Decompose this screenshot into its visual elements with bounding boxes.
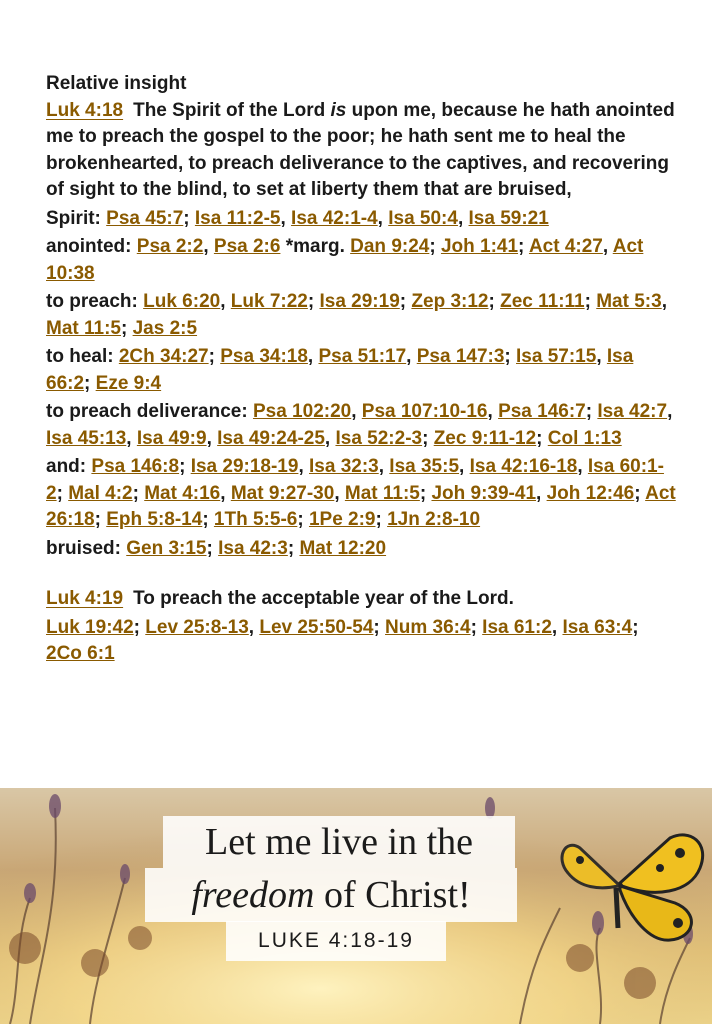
ref-separator: ; [585,401,598,422]
scripture-ref-link[interactable]: Isa 61:2 [482,616,552,638]
scripture-ref-link[interactable]: Isa 11:2-5 [194,207,281,229]
scripture-ref-link[interactable]: Zep 3:12 [411,291,489,312]
scripture-ref-link[interactable]: Isa 57:15 [516,346,597,367]
scripture-ref-link[interactable]: Isa 66:2 [46,346,634,394]
scripture-ref-link[interactable]: 1Pe 2:9 [308,509,376,530]
scripture-ref-link[interactable]: Zec 11:11 [500,291,585,312]
scripture-ref-link[interactable]: Mat 12:20 [299,537,387,559]
ref-separator: ; [94,509,107,530]
ref-separator: ; [634,482,646,504]
verse-text-italic: is [330,99,347,121]
scripture-ref-link[interactable]: Luk 6:20 [143,291,221,312]
quote-line-2-italic: freedom [191,874,315,916]
scripture-ref-link[interactable]: Joh 9:39-41 [431,482,537,504]
quote-line-1: Let me live in the [163,816,515,868]
scripture-ref-link[interactable]: Isa 29:19 [319,291,400,312]
scripture-ref-link[interactable]: Dan 9:24 [350,236,430,257]
scripture-ref-link[interactable]: Jas 2:5 [132,317,198,339]
ref-separator: , [406,346,417,367]
ref-separator: , [661,291,667,312]
ref-separator: , [596,346,607,367]
quote-reference: LUKE 4:18-19 [226,921,446,961]
ref-separator: ; [536,427,548,449]
scripture-ref-link[interactable]: Gen 3:15 [126,537,207,559]
scripture-ref-link[interactable]: Isa 42:3 [218,537,288,559]
scripture-ref-link[interactable]: Mat 11:5 [344,482,420,504]
scripture-ref-link[interactable]: Isa 35:5 [389,456,460,477]
ref-separator: , [203,236,214,257]
ref-separator: , [667,401,673,422]
scripture-ref-link[interactable]: Psa 146:7 [498,401,586,422]
ref-separator: ; [375,509,388,530]
scripture-ref-link[interactable]: Col 1:13 [547,427,622,449]
scripture-ref-link[interactable]: Isa 42:7 [597,401,668,422]
ref-separator: *marg. [280,236,351,257]
scripture-ref-link[interactable]: Mat 11:5 [46,317,121,339]
ref-separator: , [206,427,218,449]
study-content [46,71,676,668]
scripture-ref-link[interactable]: Zec 9:11-12 [433,427,537,449]
quote-banner-image [0,788,712,1024]
ref-separator: ; [84,372,96,394]
cross-ref-label: and: [46,456,92,477]
cross-ref-label: to preach: [46,291,144,312]
ref-separator: ; [287,537,300,559]
scripture-ref-link[interactable]: Psa 2:2 [136,236,204,257]
scripture-ref-link[interactable]: Isa 59:21 [468,207,549,229]
ref-separator: ; [429,236,441,257]
scripture-ref-link[interactable]: Mat 5:3 [596,291,662,312]
scripture-ref-link[interactable]: Psa 147:3 [416,346,505,367]
ref-separator: , [324,427,336,449]
ref-separator: , [351,401,362,422]
verse-luk-4-18 [46,98,676,204]
ref-separator: ; [373,616,386,638]
cross-ref-line [46,454,676,534]
ref-separator: ; [399,291,412,312]
ref-separator: ; [422,427,434,449]
cross-ref-line [46,344,676,397]
scripture-ref-link[interactable]: 1Jn 2:8-10 [387,509,481,530]
cross-ref-line [46,399,676,452]
ref-separator: , [457,207,469,229]
verse-ref-link[interactable]: Luk 4:19 [46,588,124,609]
scripture-ref-link[interactable]: Isa 52:2-3 [335,427,423,449]
verse-text: upon me, because he hath anointed me to preach the gospel to the poor; he hath sent me to heal the brokenhearted, to preach deliverance to the captives, and recovering of sight to the blind, to set at liberty them that are bruised, [46,99,675,200]
scripture-ref-link[interactable]: Joh 12:46 [546,482,635,504]
scripture-ref-link[interactable]: Mat 9:27-30 [230,482,335,504]
scripture-ref-link[interactable]: Isa 29:18-19 [190,456,299,477]
scripture-ref-link[interactable]: Psa 107:10-16 [361,401,488,422]
quote-line-2 [145,868,517,922]
ref-separator: , [459,456,470,477]
ref-separator: ; [132,482,145,504]
ref-separator: ; [419,482,432,504]
scripture-ref-link[interactable]: Isa 49:24-25 [217,427,325,449]
ref-separator: , [126,427,137,449]
scripture-ref-link[interactable]: 1Th 5:5-6 [213,509,298,530]
ref-separator: ; [470,616,483,638]
ref-separator: , [378,456,390,477]
ref-separator: , [220,291,231,312]
ref-separator: , [577,456,588,477]
scripture-ref-link[interactable]: Luk 7:22 [230,291,308,312]
scripture-ref-link[interactable]: Act 10:38 [46,236,644,284]
ref-separator: ; [133,616,146,638]
ref-separator: , [487,401,499,422]
ref-separator: ; [120,317,133,339]
scripture-ref-link[interactable]: Lev 25:50-54 [259,616,374,638]
ref-separator: , [602,236,613,257]
scripture-ref-link[interactable]: Eze 9:4 [95,372,162,394]
scripture-ref-link[interactable]: Act 4:27 [528,236,603,257]
ref-separator: , [220,482,231,504]
cross-references-4-19 [46,615,676,668]
scripture-ref-link[interactable]: Num 36:4 [385,616,471,638]
ref-separator: ; [584,291,597,312]
scripture-ref-link[interactable]: Psa 146:8 [91,456,180,477]
cross-ref-label: bruised: [46,537,127,559]
scripture-ref-link[interactable]: Mal 4:2 [68,482,133,504]
scripture-ref-link[interactable]: Psa 102:20 [252,401,352,422]
verse-luk-4-19 [46,586,676,613]
ref-separator: , [248,616,260,638]
ref-separator: ; [208,346,221,367]
ref-separator: ; [518,236,529,257]
ref-separator: , [551,616,563,638]
scripture-ref-link[interactable]: Eph 5:8-14 [106,509,203,530]
ref-separator: ; [297,509,309,530]
ref-separator: , [307,346,319,367]
ref-separator: ; [179,456,191,477]
scripture-ref-link[interactable]: Isa 32:3 [309,456,379,477]
cross-references-4-18 [46,206,676,563]
ref-separator: , [334,482,345,504]
heading: Relative insight [46,73,187,94]
cross-ref-line [46,206,676,233]
verse-text: To preach the acceptable year of the Lord. [133,588,514,609]
scripture-ref-link[interactable]: Psa 2:6 [213,236,281,257]
scripture-ref-link[interactable]: Psa 45:7 [106,207,184,229]
cross-ref-line [46,536,676,563]
scripture-ref-link[interactable]: Isa 45:13 [46,427,127,449]
scripture-ref-link[interactable]: Isa 49:9 [136,427,207,449]
cross-ref-label: to heal: [46,346,119,367]
scripture-ref-link[interactable]: Psa 51:17 [318,346,407,367]
ref-separator: ; [56,482,69,504]
ref-separator: ; [488,291,501,312]
cross-ref-label: anointed: [46,236,137,257]
scripture-ref-link[interactable]: Isa 42:16-18 [469,456,578,477]
scripture-ref-link[interactable]: Isa 63:4 [562,616,633,638]
verse-ref-link[interactable]: Luk 4:18 [46,99,124,121]
verse-text: The Spirit of the Lord [133,99,331,121]
cross-ref-line [46,289,676,342]
ref-separator: ; [206,537,219,559]
ref-separator: ; [632,616,639,638]
cross-ref-label: to preach deliverance: [46,401,253,422]
scripture-ref-link[interactable]: Psa 34:18 [220,346,308,367]
ref-separator: , [377,207,389,229]
scripture-ref-link[interactable]: Act 26:18 [46,482,676,530]
scripture-ref-link[interactable]: 2Ch 34:27 [118,346,209,367]
ref-separator: ; [307,291,320,312]
ref-separator: ; [202,509,214,530]
scripture-ref-link[interactable]: Isa 60:1-2 [46,456,664,504]
scripture-ref-link[interactable]: Joh 1:41 [440,236,519,257]
ref-separator: , [536,482,547,504]
quote-line-2-rest: of Christ! [314,874,471,916]
cross-ref-label: Spirit: [46,207,107,229]
scripture-ref-link[interactable]: 2Co 6:1 [46,643,115,664]
scripture-ref-link[interactable]: Mat 4:16 [144,482,221,504]
ref-separator: , [298,456,309,477]
scripture-ref-link[interactable]: Isa 42:1-4 [291,207,378,229]
scripture-ref-link[interactable]: Lev 25:8-13 [145,616,249,638]
ref-separator: ; [504,346,517,367]
cross-ref-line [46,234,676,287]
scripture-ref-link[interactable]: Isa 50:4 [388,207,458,229]
ref-separator: ; [183,207,195,229]
ref-separator: , [280,207,292,229]
scripture-ref-link[interactable]: Luk 19:42 [46,616,134,638]
